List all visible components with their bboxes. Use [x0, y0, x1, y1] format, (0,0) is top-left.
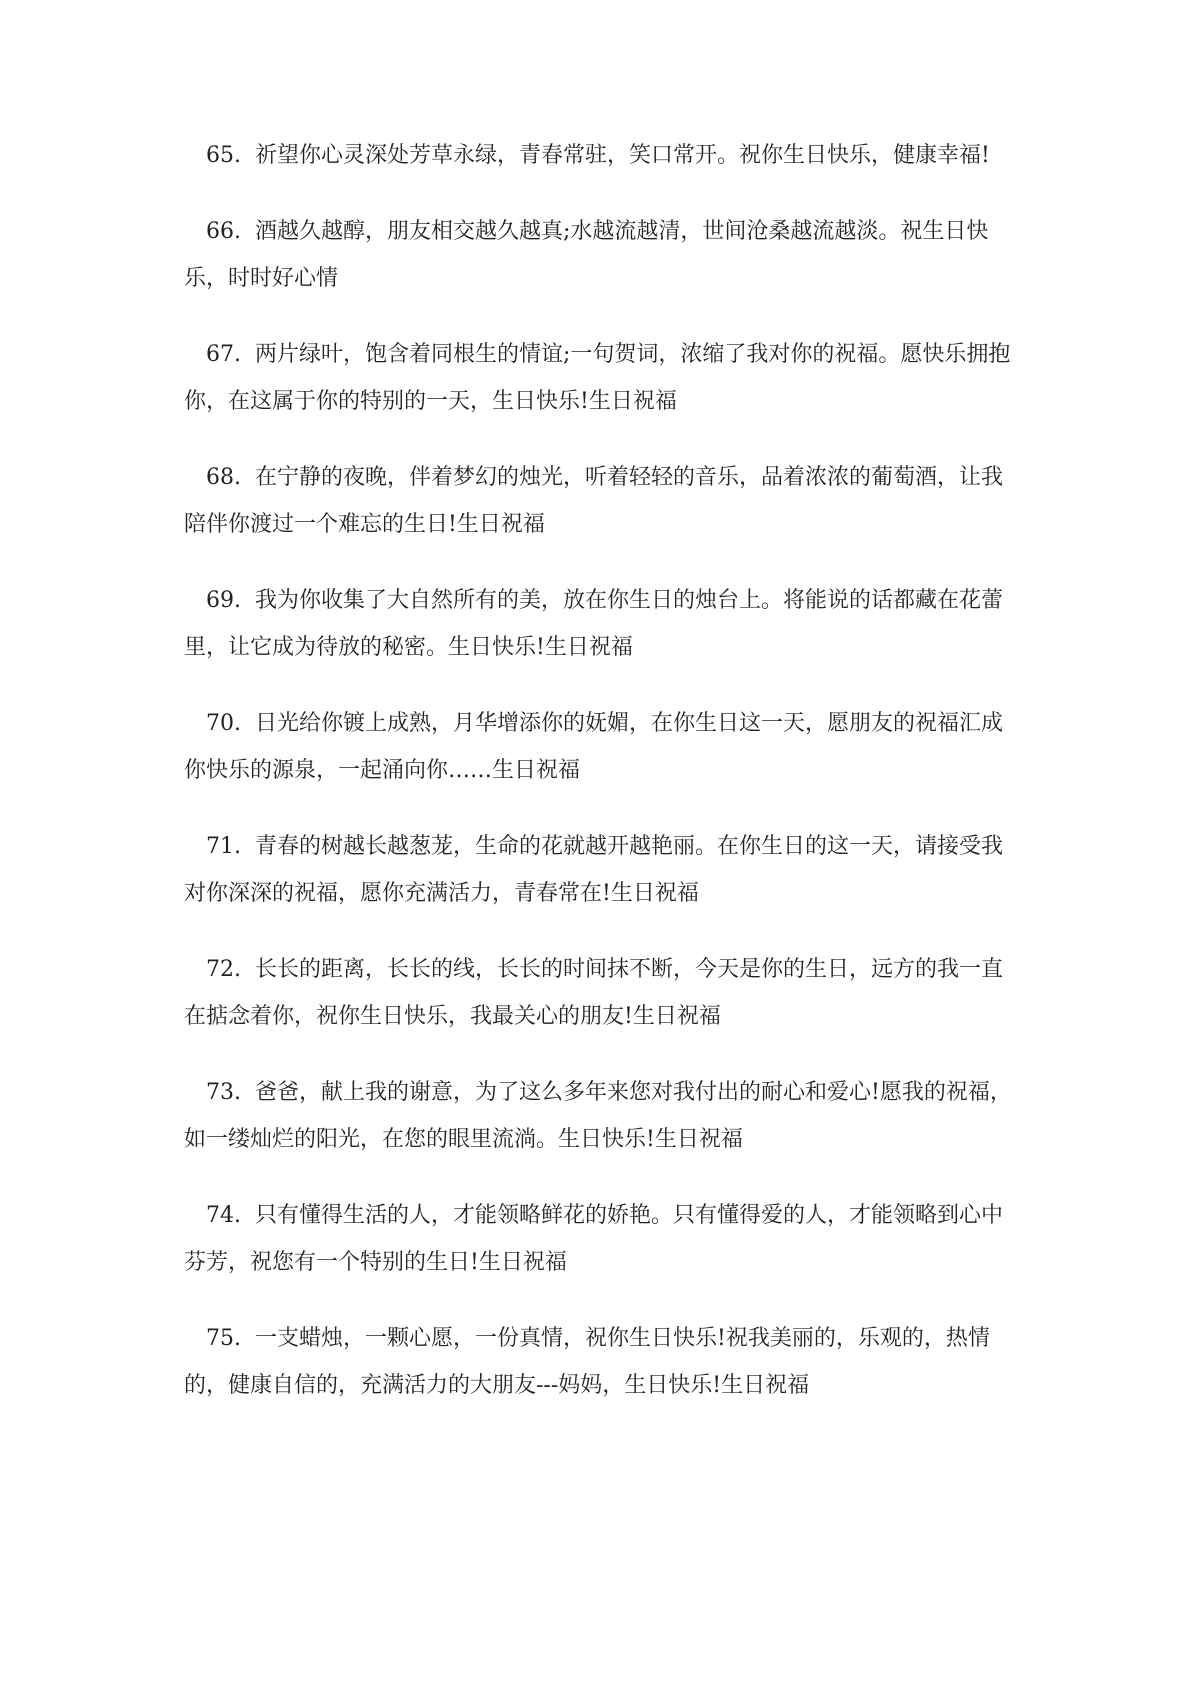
list-item	[184, 577, 1024, 671]
item-number: 70.	[206, 711, 241, 736]
item-number: 72.	[206, 957, 241, 982]
list-item	[184, 208, 1024, 302]
item-text: 青春的树越长越葱茏，生命的花就越开越艳丽。在你生日的这一天，请接受我对你深深的祝福，愿你充满活力，青春常在!生日祝福	[184, 834, 1004, 906]
item-text: 一支蜡烛，一颗心愿，一份真情，祝你生日快乐!祝我美丽的，乐观的，热情的，健康自信的，充满活力的大朋友---妈妈，生日快乐!生日祝福	[184, 1326, 990, 1398]
item-number: 75.	[206, 1326, 241, 1351]
item-text: 爸爸，献上我的谢意，为了这么多年来您对我付出的耐心和爱心!愿我的祝福，如一缕灿烂的阳光，在您的眼里流淌。生日快乐!生日祝福	[184, 1080, 1012, 1152]
item-number: 69.	[206, 588, 241, 613]
item-number: 71.	[206, 834, 241, 859]
item-number: 73.	[206, 1080, 241, 1105]
item-text: 在宁静的夜晚，伴着梦幻的烛光，听着轻轻的音乐，品着浓浓的葡萄酒，让我陪伴你渡过一个难忘的生日!生日祝福	[184, 465, 1004, 537]
item-text: 日光给你镀上成熟，月华增添你的妩媚，在你生日这一天，愿朋友的祝福汇成你快乐的源泉，一起涌向你……生日祝福	[184, 711, 1004, 783]
item-text: 两片绿叶，饱含着同根生的情谊;一句贺词，浓缩了我对你的祝福。愿快乐拥抱你，在这属于你的特别的一天，生日快乐!生日祝福	[184, 342, 1011, 414]
list-item	[184, 454, 1024, 548]
list-item	[184, 700, 1024, 794]
list-item	[184, 823, 1024, 917]
item-text: 只有懂得生活的人，才能领略鲜花的娇艳。只有懂得爱的人，才能领略到心中芬芳，祝您有一个特别的生日!生日祝福	[184, 1203, 1004, 1275]
item-text: 长长的距离，长长的线，长长的时间抹不断，今天是你的生日，远方的我一直在掂念着你，祝你生日快乐，我最关心的朋友!生日祝福	[184, 957, 1004, 1029]
document-body	[184, 132, 1024, 1438]
item-number: 68.	[206, 465, 241, 490]
list-item	[184, 1069, 1024, 1163]
list-item	[184, 132, 1024, 179]
item-number: 74.	[206, 1203, 241, 1228]
item-number: 66.	[206, 219, 241, 244]
list-item	[184, 1192, 1024, 1286]
list-item	[184, 331, 1024, 425]
list-item	[184, 946, 1024, 1040]
item-text: 祈望你心灵深处芳草永绿，青春常驻，笑口常开。祝你生日快乐，健康幸福!	[255, 143, 990, 168]
item-number: 67.	[206, 342, 241, 367]
list-item	[184, 1315, 1024, 1409]
item-text: 我为你收集了大自然所有的美，放在你生日的烛台上。将能说的话都藏在花蕾里，让它成为待放的秘密。生日快乐!生日祝福	[184, 588, 1004, 660]
item-number: 65.	[206, 143, 241, 168]
item-text: 酒越久越醇，朋友相交越久越真;水越流越清，世间沧桑越流越淡。祝生日快乐，时时好心情	[184, 219, 989, 291]
